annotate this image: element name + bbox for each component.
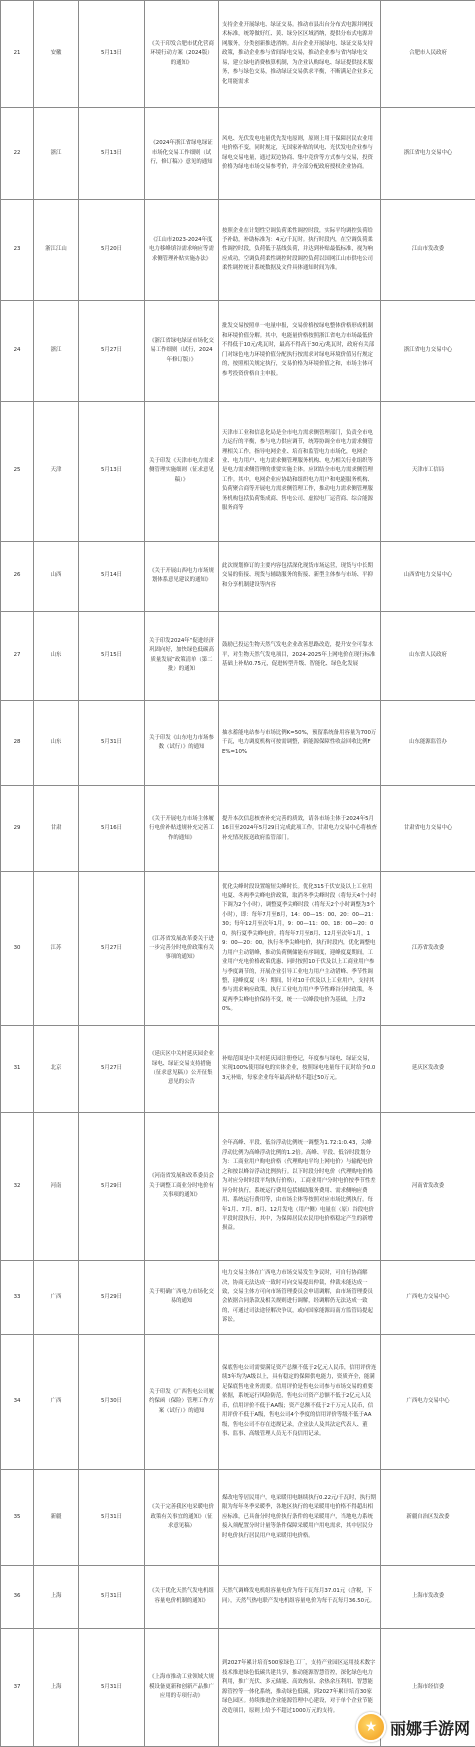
row-date: 5月30日 (79, 1334, 145, 1470)
row-policy-title: 《关于优化天然气发电机组容量电价机制的通知》 (145, 1565, 219, 1629)
row-policy-content: 到2027年累计培育500家绿色工厂，支持产业园区运用技术数字技术推进绿色低碳共建共享，推动能源智慧管控，深化绿色电力利用，推广光伏、多元储能、高效热泵、余热余压利用、智慧能源管控等一体化系统，推动绿色低碳，到2027年累计培育30家绿色园区。持续推进企业能源管理中心建设，对于单个企业节能改造项目，原则上给予不超过1000万元的支持。 (219, 1629, 381, 1747)
row-province: 河南 (34, 1112, 79, 1260)
row-number: 24 (1, 300, 34, 401)
row-number: 25 (1, 401, 34, 541)
row-date: 5月20日 (79, 200, 145, 301)
row-number: 28 (1, 700, 34, 786)
row-province: 广西 (34, 1261, 79, 1334)
row-date: 5月31日 (79, 1565, 145, 1629)
table-row (1, 1, 475, 108)
row-policy-title: 关于印发《天津市电力需求侧管理实施细则（征求意见稿）》 (145, 401, 219, 541)
row-issuing-agency: 合肥市人民政府 (381, 1, 475, 108)
row-province: 山东 (34, 611, 79, 700)
row-province: 山西 (34, 541, 79, 611)
row-issuing-agency: 上海市发改委 (381, 1565, 475, 1629)
row-date: 5月14日 (79, 541, 145, 611)
row-policy-content: 煤改电等居民用户，电采暖用电继续执行0.22元/千瓦时，执行期限为每年冬季采暖季，各地区执行的电采暖用电价格不得超出相应标准，已具备分时电价执行条件的电采暖用户，当地电力系统接入须配置分时计量等条件保障采暖用户用电需求，其中居民分时电价执行居民用户电采暖用电价格。 (219, 1470, 381, 1565)
row-number: 26 (1, 541, 34, 611)
row-policy-title: 关于印发2024年“促进经济巩固向好，加快绿色低碳高质量发展”政策清单（第二批）的通知 (145, 611, 219, 700)
row-policy-content: 此次规划修订的主要内容包括深化现货市场运营，现货与中长期交易的衔接、现货与辅助服务的衔接、新型主体参与市场、平抑和分享机制建设等内容 (219, 541, 381, 611)
row-province: 天津 (34, 401, 79, 541)
row-issuing-agency: 上海市经信委 (381, 1629, 475, 1747)
row-issuing-agency: 延庆区发改委 (381, 1026, 475, 1113)
row-issuing-agency: 山东省人民政府 (381, 611, 475, 700)
row-policy-title: 《江苏省发展改革委关于进一步完善分时电价政策有关事项的通知》 (145, 872, 219, 1026)
row-date: 5月27日 (79, 300, 145, 401)
row-number: 31 (1, 1026, 34, 1113)
row-number: 29 (1, 786, 34, 872)
row-number: 27 (1, 611, 34, 700)
row-issuing-agency: 山西省电力交易中心 (381, 541, 475, 611)
row-policy-content: 批发交易按照单一电量申报，交易价格按绿电整体价格形成机制和环境价值分解。其中，电能量价格按照浙江省电力市场最低价不得低于10元/兆瓦时，最高不得高于30元/兆瓦时，政府有关部门对绿色电力环境价值分配执行按需求对绿电环境价值另行规定的，按照相关规定执行，交易价格为环境价值之和，市场主体可参考投资价格自主申报。 (219, 300, 381, 401)
row-date: 5月15日 (79, 611, 145, 700)
row-issuing-agency: 广西电力交易中心 (381, 1334, 475, 1470)
row-issuing-agency: 江苏省发改委 (381, 872, 475, 1026)
table-row (1, 1334, 475, 1470)
row-policy-content: 优化尖峰时段设置缩短尖峰时长。优化315千伏安及以上工业用电夏、冬两季尖峰电价政策，取消冬季尖峰时段（将每天4个小时下调为2个小时），调整夏季尖峰时段（将每天2个小时调整为3个小时），即：每年7月至8月，14：00—15：00、20：00—21：30；每年12月至次年1月，9：00—11：00、18：00—20：00，执行夏季尖峰电价。将每年7月至8月、12月至次年1月，19：00—20：00，执行冬季尖峰电价，执行时段内，优化调整电力用户主动错峰，推动负荷侧储能有序调度，迎峰度夏期间，工业用户充电价格政策优惠、同时按照10千伏及以上工商业用户参与季度调节的，开展企业引导工业电力用户主动错峰、季节性调整，迎峰度夏（冬）期间，针对10千伏及以上工业用户，支持其参与需求响应政策，执行工业电力用户季节性峰谷分时政策，冬夏两季尖峰电价保持不变，统一一以峰段电价为基础，上浮20%。 (219, 872, 381, 1026)
game-logo-icon: ★ (356, 1712, 386, 1742)
row-number: 37 (1, 1629, 34, 1747)
row-issuing-agency: 山东能源监管办 (381, 700, 475, 786)
row-date: 5月13日 (79, 401, 145, 541)
table-row (1, 700, 475, 786)
row-province: 浙江江山 (34, 200, 79, 301)
row-policy-content: 保底售电公司需要满足资产总额不低于2亿元人民币，信用评价连续3年均为A级以上，具有稳定的保障供电能力，资质齐全，能满足保底售电业务需要。信用评价是售电公司参与市场交易的重要依据，系统运行风险防范，售电公司资产总额不低于2亿元人民币，信用评价不低于AA级；资产总额不低于2千万元人民币，信用评价不低于A级，售电公司4个季度的信用评价等级不低于AA级，售电公司不存在违规记录，企业法人及其法定代表人、董事、监事、高级管理人员无不良信用记录。 (219, 1334, 381, 1470)
row-number: 35 (1, 1470, 34, 1565)
row-policy-title: 关于印发《广西售电公司履约保函（保险）管理工作方案（试行）》的通知 (145, 1334, 219, 1470)
row-policy-content: 抽水蓄能电站参与市场比例K=50%，预留系统备用容量为700万千瓦，电力调度机构可按需调整，新能源保障性收益回收比例FE%=10% (219, 700, 381, 786)
row-policy-title: 关于印发《山东电力市场参数（试行）》的通知 (145, 700, 219, 786)
row-policy-title: 《浙江省绿电绿证市场化交易工作细则（试行，2024年修订版）》 (145, 300, 219, 401)
row-policy-content: 电力交易主体在广西电力市场交易发生争议时，可自行协商解决，协商无法达成一致时可向交易提出仲裁，仲裁未能达成一致，交易主体方可向市场管理委员会申请调解，由市场管理委员会依据合同条款及相关规则进行调解，经调解仍无法达成一致的，可通过司法途径解决争议，或向国家能源局南方监管局提起诉讼。 (219, 1261, 381, 1334)
row-policy-title: 《上海市推动工业领域大规模设备更新和创新产品推广应用的专项行动》 (145, 1629, 219, 1747)
table-row (1, 401, 475, 541)
row-issuing-agency: 河南省发改委 (381, 1112, 475, 1260)
row-policy-content: 补贴范围是中关村延庆园注册登记，年度参与绿电、绿证交易，实现100%使用绿电的实体企业，按照绿电电量每千瓦时给予0.03元补贴，每家企业每年最高补贴不超过50万元。 (219, 1026, 381, 1113)
row-policy-title: 《关于开展电力市场主体履行电价补贴违规补充完善工作的通知》 (145, 786, 219, 872)
row-province: 安徽 (34, 1, 79, 108)
row-policy-content: 支持企业开展绿电、绿证交易。推动市县出台分布式电源并网技术标准，统筹做好红、黄、绿分区区域消纳，提供分布式电源并网服务，分类创新推进消纳。出台企业开展绿电、绿证交易支持政策，推动企业参与省间绿电交易，推动企业参与省内绿电交易，建立绿电消费核算机制，为企业认购绿电、绿证提供技术服务，参与绿色交易，推动绿证交易供求平衡，不断满足企业多元化用能需求 (219, 1, 381, 108)
table-row (1, 611, 475, 700)
row-date: 5月29日 (79, 1261, 145, 1334)
table-row (1, 1565, 475, 1629)
row-issuing-agency: 广西电力交易中心 (381, 1261, 475, 1334)
row-province: 广西 (34, 1334, 79, 1470)
row-policy-title: 《关于开展山西电力市场规划体系意见建议的通知》 (145, 541, 219, 611)
row-policy-title: 《关于印发合肥市优化营商环境行动方案（2024版）的通知》 (145, 1, 219, 108)
row-number: 32 (1, 1112, 34, 1260)
row-province: 甘肃 (34, 786, 79, 872)
row-policy-content: 风电、光伏发电电量优先发电原则，原则上用于保障居民农业用电价格不变，同时规定，无国家补贴的风电、光伏发电企业参与绿电交易电量，通过双边协商、集中竞价等方式参与交易，投资价格为绿电市场交易参考价，并全部分配政府授权企业协商。 (219, 108, 381, 200)
row-issuing-agency: 新疆自治区发改委 (381, 1470, 475, 1565)
row-number: 22 (1, 108, 34, 200)
row-issuing-agency: 天津市工信局 (381, 401, 475, 541)
row-date: 5月13日 (79, 1, 145, 108)
table-row (1, 1470, 475, 1565)
row-number: 30 (1, 872, 34, 1026)
row-province: 浙江 (34, 108, 79, 200)
row-province: 浙江 (34, 300, 79, 401)
policy-table-body (1, 1, 475, 1747)
table-row (1, 1261, 475, 1334)
row-policy-content: 鼓励已投运生物天然气发电企业改善思路改造，提升安全可靠水平，对生物天然气发电项目，2024-2025年上网电价在现行标准基础上补贴0.75元，促进转型升级、智能化、绿色化发展 (219, 611, 381, 700)
table-row (1, 1112, 475, 1260)
row-date: 5月29日 (79, 1112, 145, 1260)
row-province: 山东 (34, 700, 79, 786)
row-province: 上海 (34, 1629, 79, 1747)
row-number: 21 (1, 1, 34, 108)
table-row (1, 108, 475, 200)
row-number: 36 (1, 1565, 34, 1629)
watermark-text: 丽娜手游网 (389, 1718, 470, 1738)
row-date: 5月31日 (79, 1629, 145, 1747)
row-policy-title: 《2024年浙江省绿电绿证市场化交易工作细则（试行，修订稿）》意见的通知 (145, 108, 219, 200)
row-policy-title: 《江山市2023-2024年度电力移峰填谷需求响应等需求侧管理补贴实施办法》 (145, 200, 219, 301)
row-issuing-agency: 江山市发改委 (381, 200, 475, 301)
row-province: 新疆 (34, 1470, 79, 1565)
site-watermark (330, 1710, 470, 1744)
table-row (1, 300, 475, 401)
row-policy-content: 全年高峰、平段、低谷浮动比例统一调整为1.72:1:0.43，尖峰浮动比例为高峰浮动比例的1.2倍。高峰、平段、低谷时段划分为：工商业用户购电价格（代理购电平均上网电价）与输配电价之和按以峰谷浮动比例执行。以下时段分时电价（代理购电价格为对应分时时段平均执行价格），工商业用户分时电价按季节性差异分时执行，系统运行费用包括辅助服务费用、需求侧响应费用、系统运行费用等，由市场主体等按照对应市场比例执行。每年1月、7月、8月、12月发电（用户侧）电量在（原）谷段电价平段时段执行，其中，为保障居民农民用电价格稳定产生的新增损益。 (219, 1112, 381, 1260)
table-row (1, 200, 475, 301)
row-policy-content: 提升本次信息核查补充完善的质效，请各市场主体于2024年5月16日至2024年5月29日完成此项工作，甘肃电力交易中心将核查补充情况报送政府监管部门。 (219, 786, 381, 872)
row-issuing-agency: 浙江省电力交易中心 (381, 300, 475, 401)
row-date: 5月31日 (79, 1470, 145, 1565)
row-policy-title: 《延庆区中关村延庆园企业绿电、绿证交易支持措施（征求意见稿）》公开征集意见的公告 (145, 1026, 219, 1113)
table-row (1, 872, 475, 1026)
row-policy-title: 关于明确广西电力市场化交易的通知 (145, 1261, 219, 1334)
row-policy-content: 按照企业在计划性空调负荷柔性调控时段，实际平均调控负荷给予补助，补助标准为：4元/千瓦时。执行时段内，在空调负荷柔性调控时段，负荷低于基线负荷，并达到补贴最低标准，视为响应成功，空调负荷柔性调控时段调控负荷以国网江山市供电公司柔性调控统计系统数据及文件具体通知时间为准。 (219, 200, 381, 301)
row-date: 5月27日 (79, 1026, 145, 1113)
row-issuing-agency: 浙江省电力交易中心 (381, 108, 475, 200)
row-date: 5月13日 (79, 108, 145, 200)
row-policy-content: 天然气调峰发电机组容量电价为每千瓦每月37.01元（含税，下同），天然气热电联产发电机组容量电价为每千瓦每月36.50元。 (219, 1565, 381, 1629)
row-number: 23 (1, 200, 34, 301)
table-row (1, 786, 475, 872)
row-province: 北京 (34, 1026, 79, 1113)
row-policy-content: 天津市工业和信息化局是全市电力需求侧管理部门，负责全市电力运行的平衡，参与电力供应调节，统筹协调全市电力需求侧管理相关工作，指导电网企业、培育和监管电力市场化，电网企业、电力用户、电力需求侧管理服务机构、电力相关行业组织等是电力需求侧管理的重要实施主体。应团结全市电力需求侧管理工作。其中，电网企业应协助和组织电力用户和电能服务机构、负荷聚合商等开展电力需求侧管理工作，推动电力需求侧管理服务机构包括负荷集成商、售电公司、虚拟电厂运营商、综合能源服务商等 (219, 401, 381, 541)
table-row (1, 541, 475, 611)
row-date: 5月31日 (79, 700, 145, 786)
row-date: 5月27日 (79, 872, 145, 1026)
table-row (1, 1026, 475, 1113)
row-number: 34 (1, 1334, 34, 1470)
row-date: 5月16日 (79, 786, 145, 872)
row-issuing-agency: 甘肃省电力交易中心 (381, 786, 475, 872)
row-policy-title: 《关于完善我区电采暖电价政策有关事宜的通知》（征求意见稿） (145, 1470, 219, 1565)
row-number: 33 (1, 1261, 34, 1334)
row-province: 上海 (34, 1565, 79, 1629)
row-policy-title: 《河南省发展和改革委员会关于调整工商业分时电价有关事项的通知》 (145, 1112, 219, 1260)
row-province: 江苏 (34, 872, 79, 1026)
